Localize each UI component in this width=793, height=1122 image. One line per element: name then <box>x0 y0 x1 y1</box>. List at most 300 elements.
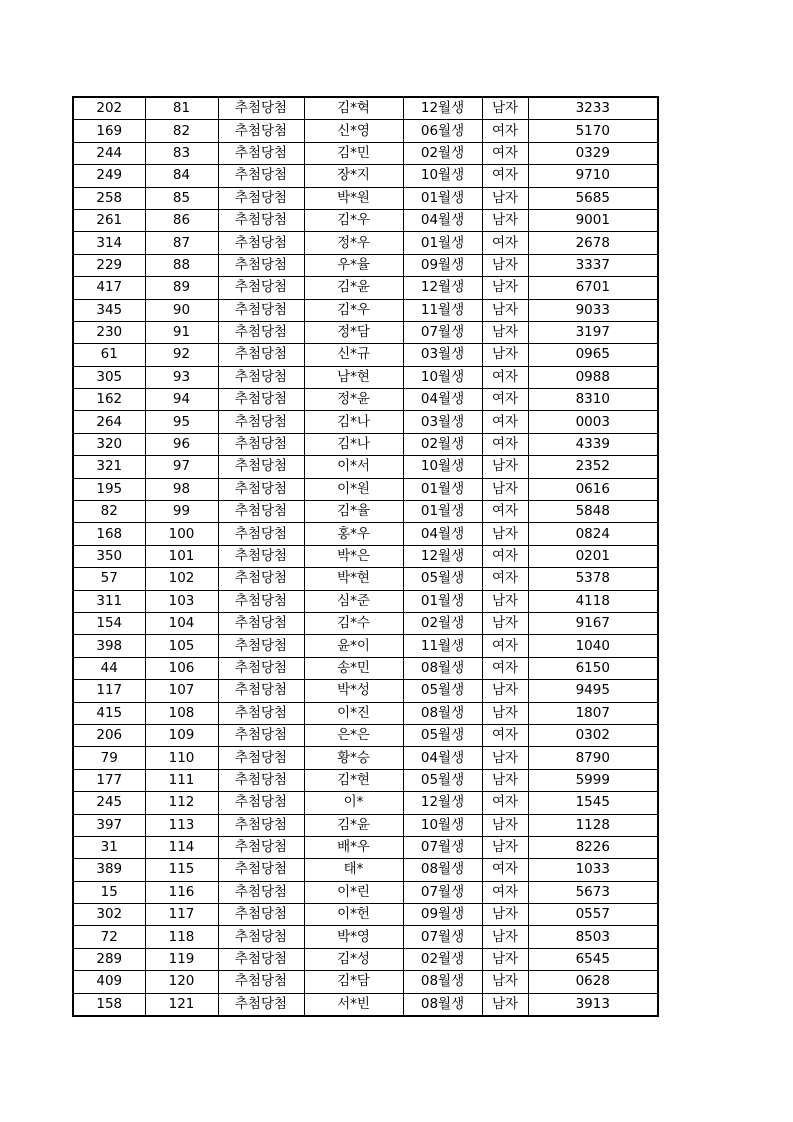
draw-result-cell: 추첨당첨 <box>218 814 304 836</box>
birth-month-cell: 10월생 <box>403 456 482 478</box>
table-row <box>73 792 658 814</box>
birth-month-cell: 04월생 <box>403 523 482 545</box>
birth-month-cell: 09월생 <box>403 254 482 276</box>
draw-order-cell: 109 <box>145 724 218 746</box>
applicant-number-cell: 169 <box>73 120 145 142</box>
phone-last-digits-cell: 6701 <box>528 277 658 299</box>
gender-cell: 남자 <box>482 612 528 634</box>
applicant-number-cell: 264 <box>73 411 145 433</box>
applicant-number-cell: 350 <box>73 545 145 567</box>
table-row <box>73 568 658 590</box>
gender-cell: 남자 <box>482 904 528 926</box>
table-row <box>73 724 658 746</box>
winner-name-cell: 김*수 <box>304 612 403 634</box>
draw-order-cell: 115 <box>145 859 218 881</box>
gender-cell: 남자 <box>482 321 528 343</box>
phone-last-digits-cell: 9033 <box>528 299 658 321</box>
table-row <box>73 814 658 836</box>
birth-month-cell: 05월생 <box>403 680 482 702</box>
draw-order-cell: 86 <box>145 209 218 231</box>
gender-cell: 여자 <box>482 165 528 187</box>
draw-order-cell: 101 <box>145 545 218 567</box>
draw-result-cell: 추첨당첨 <box>218 299 304 321</box>
winner-name-cell: 김*윤 <box>304 277 403 299</box>
gender-cell: 남자 <box>482 769 528 791</box>
phone-last-digits-cell: 3197 <box>528 321 658 343</box>
winner-name-cell: 송*민 <box>304 657 403 679</box>
draw-result-cell: 추첨당첨 <box>218 635 304 657</box>
gender-cell: 여자 <box>482 545 528 567</box>
phone-last-digits-cell: 0616 <box>528 478 658 500</box>
table-row <box>73 971 658 993</box>
results-table <box>72 96 659 1017</box>
applicant-number-cell: 397 <box>73 814 145 836</box>
birth-month-cell: 02월생 <box>403 612 482 634</box>
draw-order-cell: 119 <box>145 948 218 970</box>
gender-cell: 남자 <box>482 747 528 769</box>
birth-month-cell: 02월생 <box>403 948 482 970</box>
draw-order-cell: 84 <box>145 165 218 187</box>
birth-month-cell: 06월생 <box>403 120 482 142</box>
table-row <box>73 545 658 567</box>
draw-order-cell: 90 <box>145 299 218 321</box>
draw-result-cell: 추첨당첨 <box>218 993 304 1016</box>
gender-cell: 여자 <box>482 501 528 523</box>
winner-name-cell: 김*나 <box>304 411 403 433</box>
draw-order-cell: 110 <box>145 747 218 769</box>
draw-result-cell: 추첨당첨 <box>218 680 304 702</box>
birth-month-cell: 08월생 <box>403 993 482 1016</box>
phone-last-digits-cell: 3337 <box>528 254 658 276</box>
applicant-number-cell: 244 <box>73 142 145 164</box>
applicant-number-cell: 31 <box>73 836 145 858</box>
draw-result-cell: 추첨당첨 <box>218 545 304 567</box>
winner-name-cell: 김*혁 <box>304 97 403 120</box>
birth-month-cell: 01월생 <box>403 478 482 500</box>
draw-order-cell: 82 <box>145 120 218 142</box>
table-row <box>73 836 658 858</box>
draw-result-cell: 추첨당첨 <box>218 769 304 791</box>
table-row <box>73 321 658 343</box>
draw-order-cell: 120 <box>145 971 218 993</box>
gender-cell: 여자 <box>482 657 528 679</box>
applicant-number-cell: 398 <box>73 635 145 657</box>
table-row <box>73 926 658 948</box>
gender-cell: 남자 <box>482 523 528 545</box>
birth-month-cell: 08월생 <box>403 859 482 881</box>
winner-name-cell: 홍*우 <box>304 523 403 545</box>
winner-name-cell: 이*원 <box>304 478 403 500</box>
phone-last-digits-cell: 0329 <box>528 142 658 164</box>
gender-cell: 여자 <box>482 568 528 590</box>
winner-name-cell: 서*빈 <box>304 993 403 1016</box>
draw-result-cell: 추첨당첨 <box>218 971 304 993</box>
draw-result-cell: 추첨당첨 <box>218 321 304 343</box>
winner-name-cell: 김*담 <box>304 971 403 993</box>
birth-month-cell: 03월생 <box>403 411 482 433</box>
phone-last-digits-cell: 6545 <box>528 948 658 970</box>
draw-result-cell: 추첨당첨 <box>218 366 304 388</box>
draw-result-cell: 추첨당첨 <box>218 657 304 679</box>
draw-result-cell: 추첨당첨 <box>218 523 304 545</box>
draw-order-cell: 118 <box>145 926 218 948</box>
birth-month-cell: 02월생 <box>403 433 482 455</box>
winner-name-cell: 황*승 <box>304 747 403 769</box>
draw-result-cell: 추첨당첨 <box>218 926 304 948</box>
phone-last-digits-cell: 0302 <box>528 724 658 746</box>
gender-cell: 여자 <box>482 433 528 455</box>
draw-order-cell: 108 <box>145 702 218 724</box>
table-row <box>73 277 658 299</box>
birth-month-cell: 02월생 <box>403 142 482 164</box>
applicant-number-cell: 61 <box>73 344 145 366</box>
draw-order-cell: 106 <box>145 657 218 679</box>
applicant-number-cell: 321 <box>73 456 145 478</box>
winner-name-cell: 이*진 <box>304 702 403 724</box>
draw-result-cell: 추첨당첨 <box>218 389 304 411</box>
phone-last-digits-cell: 1128 <box>528 814 658 836</box>
birth-month-cell: 04월생 <box>403 209 482 231</box>
winner-name-cell: 우*율 <box>304 254 403 276</box>
birth-month-cell: 12월생 <box>403 277 482 299</box>
phone-last-digits-cell: 4118 <box>528 590 658 612</box>
draw-order-cell: 83 <box>145 142 218 164</box>
table-row <box>73 680 658 702</box>
draw-result-cell: 추첨당첨 <box>218 881 304 903</box>
gender-cell: 여자 <box>482 232 528 254</box>
draw-order-cell: 100 <box>145 523 218 545</box>
winner-name-cell: 이*린 <box>304 881 403 903</box>
phone-last-digits-cell: 5378 <box>528 568 658 590</box>
applicant-number-cell: 230 <box>73 321 145 343</box>
applicant-number-cell: 57 <box>73 568 145 590</box>
draw-result-cell: 추첨당첨 <box>218 142 304 164</box>
phone-last-digits-cell: 8503 <box>528 926 658 948</box>
draw-result-cell: 추첨당첨 <box>218 792 304 814</box>
gender-cell: 여자 <box>482 142 528 164</box>
draw-result-cell: 추첨당첨 <box>218 702 304 724</box>
draw-order-cell: 89 <box>145 277 218 299</box>
draw-order-cell: 114 <box>145 836 218 858</box>
birth-month-cell: 03월생 <box>403 344 482 366</box>
winner-name-cell: 박*현 <box>304 568 403 590</box>
phone-last-digits-cell: 2678 <box>528 232 658 254</box>
draw-result-cell: 추첨당첨 <box>218 187 304 209</box>
applicant-number-cell: 409 <box>73 971 145 993</box>
birth-month-cell: 11월생 <box>403 635 482 657</box>
birth-month-cell: 04월생 <box>403 747 482 769</box>
gender-cell: 남자 <box>482 299 528 321</box>
draw-order-cell: 92 <box>145 344 218 366</box>
draw-result-cell: 추첨당첨 <box>218 456 304 478</box>
table-row <box>73 859 658 881</box>
phone-last-digits-cell: 8310 <box>528 389 658 411</box>
birth-month-cell: 08월생 <box>403 657 482 679</box>
table-row <box>73 299 658 321</box>
phone-last-digits-cell: 6150 <box>528 657 658 679</box>
draw-result-cell: 추첨당첨 <box>218 747 304 769</box>
applicant-number-cell: 311 <box>73 590 145 612</box>
applicant-number-cell: 415 <box>73 702 145 724</box>
winner-name-cell: 신*영 <box>304 120 403 142</box>
draw-result-cell: 추첨당첨 <box>218 344 304 366</box>
phone-last-digits-cell: 0003 <box>528 411 658 433</box>
birth-month-cell: 11월생 <box>403 299 482 321</box>
gender-cell: 남자 <box>482 680 528 702</box>
table-row <box>73 187 658 209</box>
gender-cell: 남자 <box>482 926 528 948</box>
birth-month-cell: 04월생 <box>403 389 482 411</box>
table-row <box>73 590 658 612</box>
winner-name-cell: 윤*이 <box>304 635 403 657</box>
table-row <box>73 209 658 231</box>
draw-order-cell: 111 <box>145 769 218 791</box>
draw-order-cell: 97 <box>145 456 218 478</box>
applicant-number-cell: 229 <box>73 254 145 276</box>
table-row <box>73 165 658 187</box>
applicant-number-cell: 249 <box>73 165 145 187</box>
birth-month-cell: 08월생 <box>403 702 482 724</box>
birth-month-cell: 07월생 <box>403 321 482 343</box>
draw-order-cell: 113 <box>145 814 218 836</box>
draw-order-cell: 107 <box>145 680 218 702</box>
winner-name-cell: 은*은 <box>304 724 403 746</box>
table-row <box>73 523 658 545</box>
applicant-number-cell: 195 <box>73 478 145 500</box>
birth-month-cell: 07월생 <box>403 881 482 903</box>
applicant-number-cell: 417 <box>73 277 145 299</box>
table-row <box>73 433 658 455</box>
phone-last-digits-cell: 1033 <box>528 859 658 881</box>
draw-order-cell: 103 <box>145 590 218 612</box>
winner-name-cell: 정*담 <box>304 321 403 343</box>
phone-last-digits-cell: 0824 <box>528 523 658 545</box>
draw-order-cell: 93 <box>145 366 218 388</box>
applicant-number-cell: 258 <box>73 187 145 209</box>
draw-result-cell: 추첨당첨 <box>218 859 304 881</box>
applicant-number-cell: 314 <box>73 232 145 254</box>
gender-cell: 남자 <box>482 209 528 231</box>
winner-name-cell: 남*현 <box>304 366 403 388</box>
gender-cell: 여자 <box>482 792 528 814</box>
table-row <box>73 97 658 120</box>
draw-result-cell: 추첨당첨 <box>218 568 304 590</box>
phone-last-digits-cell: 5999 <box>528 769 658 791</box>
gender-cell: 남자 <box>482 948 528 970</box>
phone-last-digits-cell: 9167 <box>528 612 658 634</box>
applicant-number-cell: 154 <box>73 612 145 634</box>
draw-result-cell: 추첨당첨 <box>218 165 304 187</box>
phone-last-digits-cell: 2352 <box>528 456 658 478</box>
draw-order-cell: 87 <box>145 232 218 254</box>
draw-order-cell: 85 <box>145 187 218 209</box>
draw-result-cell: 추첨당첨 <box>218 836 304 858</box>
phone-last-digits-cell: 9495 <box>528 680 658 702</box>
table-row <box>73 881 658 903</box>
gender-cell: 남자 <box>482 814 528 836</box>
table-row <box>73 657 658 679</box>
gender-cell: 여자 <box>482 881 528 903</box>
birth-month-cell: 10월생 <box>403 165 482 187</box>
gender-cell: 남자 <box>482 478 528 500</box>
gender-cell: 여자 <box>482 366 528 388</box>
table-row <box>73 635 658 657</box>
draw-result-cell: 추첨당첨 <box>218 277 304 299</box>
draw-order-cell: 91 <box>145 321 218 343</box>
birth-month-cell: 07월생 <box>403 926 482 948</box>
applicant-number-cell: 177 <box>73 769 145 791</box>
winner-name-cell: 박*성 <box>304 680 403 702</box>
winner-name-cell: 장*지 <box>304 165 403 187</box>
gender-cell: 남자 <box>482 277 528 299</box>
phone-last-digits-cell: 1807 <box>528 702 658 724</box>
phone-last-digits-cell: 0628 <box>528 971 658 993</box>
draw-result-cell: 추첨당첨 <box>218 433 304 455</box>
table-row <box>73 120 658 142</box>
applicant-number-cell: 72 <box>73 926 145 948</box>
winner-name-cell: 박*은 <box>304 545 403 567</box>
birth-month-cell: 10월생 <box>403 814 482 836</box>
applicant-number-cell: 245 <box>73 792 145 814</box>
gender-cell: 여자 <box>482 724 528 746</box>
phone-last-digits-cell: 9001 <box>528 209 658 231</box>
applicant-number-cell: 168 <box>73 523 145 545</box>
birth-month-cell: 08월생 <box>403 971 482 993</box>
winner-name-cell: 정*우 <box>304 232 403 254</box>
draw-result-cell: 추첨당첨 <box>218 254 304 276</box>
winner-name-cell: 김*율 <box>304 501 403 523</box>
phone-last-digits-cell: 3233 <box>528 97 658 120</box>
table-row <box>73 411 658 433</box>
draw-order-cell: 96 <box>145 433 218 455</box>
draw-order-cell: 81 <box>145 97 218 120</box>
phone-last-digits-cell: 9710 <box>528 165 658 187</box>
draw-result-cell: 추첨당첨 <box>218 120 304 142</box>
birth-month-cell: 05월생 <box>403 568 482 590</box>
phone-last-digits-cell: 5673 <box>528 881 658 903</box>
draw-order-cell: 95 <box>145 411 218 433</box>
applicant-number-cell: 206 <box>73 724 145 746</box>
gender-cell: 남자 <box>482 836 528 858</box>
winner-name-cell: 이*헌 <box>304 904 403 926</box>
draw-result-cell: 추첨당첨 <box>218 501 304 523</box>
gender-cell: 남자 <box>482 254 528 276</box>
draw-order-cell: 105 <box>145 635 218 657</box>
table-row <box>73 366 658 388</box>
gender-cell: 남자 <box>482 344 528 366</box>
gender-cell: 여자 <box>482 120 528 142</box>
table-row <box>73 232 658 254</box>
applicant-number-cell: 202 <box>73 97 145 120</box>
table-row <box>73 702 658 724</box>
phone-last-digits-cell: 0965 <box>528 344 658 366</box>
winner-name-cell: 김*나 <box>304 433 403 455</box>
phone-last-digits-cell: 5848 <box>528 501 658 523</box>
draw-result-cell: 추첨당첨 <box>218 724 304 746</box>
draw-order-cell: 116 <box>145 881 218 903</box>
gender-cell: 남자 <box>482 590 528 612</box>
phone-last-digits-cell: 8790 <box>528 747 658 769</box>
winner-name-cell: 김*우 <box>304 209 403 231</box>
winner-name-cell: 김*성 <box>304 948 403 970</box>
gender-cell: 남자 <box>482 187 528 209</box>
winner-name-cell: 김*현 <box>304 769 403 791</box>
table-row <box>73 456 658 478</box>
gender-cell: 남자 <box>482 456 528 478</box>
winner-name-cell: 신*규 <box>304 344 403 366</box>
winner-name-cell: 김*민 <box>304 142 403 164</box>
applicant-number-cell: 261 <box>73 209 145 231</box>
draw-order-cell: 88 <box>145 254 218 276</box>
table-row <box>73 769 658 791</box>
results-table-body <box>73 97 658 1016</box>
gender-cell: 여자 <box>482 635 528 657</box>
table-row <box>73 747 658 769</box>
winner-name-cell: 박*원 <box>304 187 403 209</box>
gender-cell: 남자 <box>482 993 528 1016</box>
table-row <box>73 612 658 634</box>
birth-month-cell: 01월생 <box>403 501 482 523</box>
applicant-number-cell: 162 <box>73 389 145 411</box>
draw-order-cell: 98 <box>145 478 218 500</box>
draw-result-cell: 추첨당첨 <box>218 590 304 612</box>
draw-result-cell: 추첨당첨 <box>218 948 304 970</box>
table-row <box>73 904 658 926</box>
draw-result-cell: 추첨당첨 <box>218 232 304 254</box>
winner-name-cell: 이* <box>304 792 403 814</box>
applicant-number-cell: 302 <box>73 904 145 926</box>
phone-last-digits-cell: 8226 <box>528 836 658 858</box>
birth-month-cell: 01월생 <box>403 232 482 254</box>
winner-name-cell: 김*윤 <box>304 814 403 836</box>
applicant-number-cell: 15 <box>73 881 145 903</box>
applicant-number-cell: 158 <box>73 993 145 1016</box>
draw-order-cell: 104 <box>145 612 218 634</box>
draw-order-cell: 121 <box>145 993 218 1016</box>
winner-name-cell: 정*윤 <box>304 389 403 411</box>
applicant-number-cell: 289 <box>73 948 145 970</box>
table-row <box>73 142 658 164</box>
draw-result-cell: 추첨당첨 <box>218 904 304 926</box>
applicant-number-cell: 320 <box>73 433 145 455</box>
winner-name-cell: 태* <box>304 859 403 881</box>
table-row <box>73 344 658 366</box>
birth-month-cell: 01월생 <box>403 590 482 612</box>
draw-order-cell: 117 <box>145 904 218 926</box>
phone-last-digits-cell: 0201 <box>528 545 658 567</box>
birth-month-cell: 10월생 <box>403 366 482 388</box>
applicant-number-cell: 305 <box>73 366 145 388</box>
draw-result-cell: 추첨당첨 <box>218 97 304 120</box>
draw-result-cell: 추첨당첨 <box>218 612 304 634</box>
birth-month-cell: 05월생 <box>403 724 482 746</box>
applicant-number-cell: 44 <box>73 657 145 679</box>
draw-order-cell: 112 <box>145 792 218 814</box>
phone-last-digits-cell: 1545 <box>528 792 658 814</box>
table-row <box>73 478 658 500</box>
gender-cell: 여자 <box>482 859 528 881</box>
gender-cell: 여자 <box>482 389 528 411</box>
applicant-number-cell: 345 <box>73 299 145 321</box>
winner-name-cell: 김*우 <box>304 299 403 321</box>
phone-last-digits-cell: 5685 <box>528 187 658 209</box>
winner-name-cell: 배*우 <box>304 836 403 858</box>
applicant-number-cell: 79 <box>73 747 145 769</box>
applicant-number-cell: 117 <box>73 680 145 702</box>
applicant-number-cell: 82 <box>73 501 145 523</box>
phone-last-digits-cell: 3913 <box>528 993 658 1016</box>
phone-last-digits-cell: 5170 <box>528 120 658 142</box>
